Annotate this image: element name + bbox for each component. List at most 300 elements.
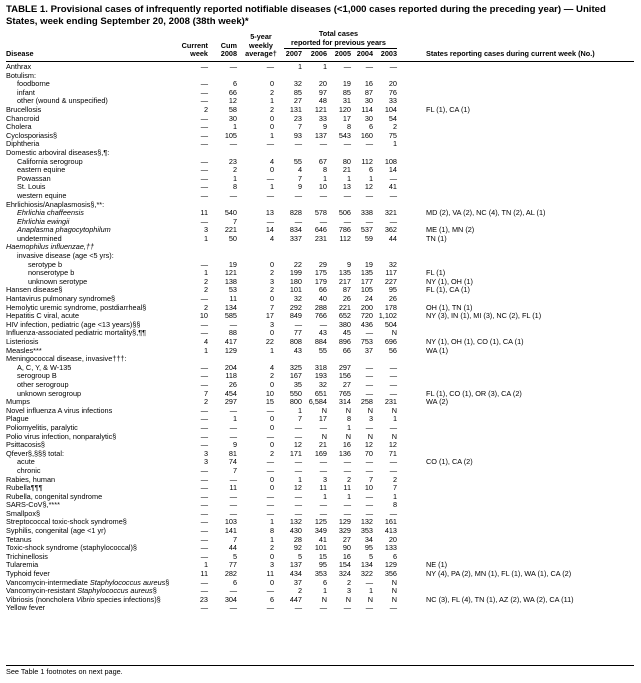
total-2005-cell: 154 xyxy=(338,560,351,570)
total-2005-cell: — xyxy=(343,457,351,467)
weekly-average-cell: 1 xyxy=(269,345,274,355)
cum-2008-cell: 6 xyxy=(232,79,237,89)
cum-2008-cell: 6 xyxy=(232,577,237,587)
total-2005-cell: N xyxy=(345,405,351,415)
cum-2008-cell: 297 xyxy=(224,397,237,407)
header-cum-1: Cum xyxy=(220,40,237,50)
disease-name: Haemophilus influenzae,†† xyxy=(6,242,95,252)
current-week-cell: — xyxy=(200,414,208,424)
disease-name: Vancomycin-intermediate Staphylococcus aureus§ xyxy=(6,577,170,587)
total-2007-cell: 800 xyxy=(289,397,302,407)
disease-name: Yellow fever xyxy=(6,603,46,613)
total-2006-cell: 33 xyxy=(318,113,327,123)
total-2005-cell: 112 xyxy=(339,233,351,243)
total-2003-cell: 41 xyxy=(388,182,397,192)
weekly-average-cell: 3 xyxy=(269,560,274,570)
disease-name: unknown serogroup xyxy=(17,388,82,398)
total-2006-cell: 95 xyxy=(318,560,327,570)
total-2004-cell: 59 xyxy=(364,233,373,243)
header-2007: 2007 xyxy=(285,49,302,59)
total-2006-cell: 169 xyxy=(314,448,327,458)
disease-name: Ehrlichia chaffeensis xyxy=(17,208,84,218)
total-2006-cell: 3 xyxy=(322,474,327,484)
disease-name: Listeriosis xyxy=(6,337,39,346)
total-2007-cell: 1 xyxy=(297,62,302,71)
total-2005-cell: — xyxy=(343,62,351,71)
total-2007-cell: 180 xyxy=(289,276,302,286)
total-2007-cell: 1 xyxy=(297,405,302,415)
weekly-average-cell: 0 xyxy=(269,551,274,561)
cum-2008-cell: 8 xyxy=(232,182,237,192)
disease-name: Typhoid fever xyxy=(6,569,50,579)
weekly-average-cell: 4 xyxy=(269,233,274,243)
total-2003-cell: 32 xyxy=(388,259,397,269)
disease-name: Mumps xyxy=(6,397,30,407)
disease-name: Qfever§,§§§ total: xyxy=(6,448,65,458)
total-2006-cell: 48 xyxy=(318,96,327,106)
disease-name: Novel influenza A virus infections xyxy=(6,405,113,415)
total-2005-cell: 90 xyxy=(342,543,351,553)
disease-name: Ehrlichiosis/Anaplasmosis§,**: xyxy=(6,199,105,209)
current-week-cell: — xyxy=(200,371,208,381)
total-2006-cell: 15 xyxy=(318,551,327,561)
total-2006-cell: N xyxy=(321,431,327,441)
total-2005-cell: 136 xyxy=(338,448,351,458)
current-week-cell: — xyxy=(200,87,208,97)
total-2003-cell: N xyxy=(391,405,397,415)
header-rule xyxy=(6,61,634,62)
current-week-cell: — xyxy=(200,491,208,501)
total-2005-cell: — xyxy=(343,603,351,613)
total-2005-cell: 87 xyxy=(342,285,351,295)
total-2007-cell: 171 xyxy=(289,448,302,458)
total-2003-cell: 76 xyxy=(388,87,397,97)
disease-name: eastern equine xyxy=(17,165,66,175)
total-2004-cell: — xyxy=(365,422,373,432)
current-week-cell: — xyxy=(200,465,208,475)
current-week-cell: — xyxy=(200,113,208,123)
total-2004-cell: — xyxy=(365,500,373,510)
total-2006-cell: — xyxy=(319,508,327,518)
total-2005-cell: 652 xyxy=(338,311,351,321)
total-2004-cell: 353 xyxy=(360,526,373,536)
total-2006-cell: 55 xyxy=(318,345,327,355)
total-2004-cell: 19 xyxy=(364,259,373,269)
disease-name: nonserotype b xyxy=(28,268,75,278)
total-2004-cell: N xyxy=(367,594,373,604)
disease-name: Anaplasma phagocytophilum xyxy=(17,225,111,235)
total-2004-cell: 12 xyxy=(364,440,373,450)
weekly-average-cell: 0 xyxy=(269,79,274,89)
current-week-cell: — xyxy=(200,422,208,432)
total-2005-cell: 2 xyxy=(346,474,351,484)
total-2007-cell: 4 xyxy=(297,165,302,175)
total-2003-cell: 356 xyxy=(384,569,397,579)
disease-name: Trichinellosis xyxy=(6,551,48,561)
weekly-average-cell: 2 xyxy=(269,104,274,114)
total-2006-cell: 6 xyxy=(322,577,327,587)
header-total-1: Total cases xyxy=(318,29,359,38)
total-2005-cell: — xyxy=(343,500,351,510)
total-2003-cell: 2 xyxy=(392,122,397,132)
states-reporting-cell: NY (1), OH (1), CO (1), CA (1) xyxy=(426,337,524,346)
total-2005-cell: 135 xyxy=(338,268,351,278)
total-2003-cell: 129 xyxy=(384,560,397,570)
total-2007-cell: 22 xyxy=(293,259,302,269)
table-row xyxy=(0,115,641,124)
cum-2008-cell: — xyxy=(229,586,237,596)
weekly-average-cell: 0 xyxy=(269,122,274,132)
total-2006-cell: N xyxy=(321,594,327,604)
total-2004-cell: — xyxy=(365,388,373,398)
total-2006-cell: 125 xyxy=(314,517,327,527)
header-2003: 2003 xyxy=(380,49,397,59)
disease-name: Poliomyelitis, paralytic xyxy=(6,422,78,432)
current-week-cell: — xyxy=(200,294,208,304)
total-2006-cell: 1 xyxy=(322,586,327,596)
disease-name: Tularemia xyxy=(6,560,39,570)
current-week-cell: — xyxy=(200,500,208,510)
cum-2008-cell: 81 xyxy=(228,448,237,458)
current-week-cell: — xyxy=(200,379,208,389)
cum-2008-cell: 304 xyxy=(224,594,237,604)
total-2003-cell: 71 xyxy=(388,448,397,458)
total-2004-cell: 87 xyxy=(364,87,373,97)
weekly-average-cell: 2 xyxy=(269,285,274,295)
total-2006-cell: 10 xyxy=(318,182,327,192)
current-week-cell: — xyxy=(200,156,208,166)
total-2005-cell: 314 xyxy=(338,397,351,407)
total-2006-cell: 29 xyxy=(318,259,327,269)
cum-2008-cell: 11 xyxy=(229,294,237,304)
total-2005-cell: 9 xyxy=(346,259,351,269)
disease-name: Syphilis, congenital (age <1 yr) xyxy=(6,526,106,536)
total-2005-cell: 506 xyxy=(338,208,351,218)
cum-2008-cell: 138 xyxy=(224,276,237,286)
total-2005-cell: 27 xyxy=(342,379,351,389)
total-2004-cell: — xyxy=(365,465,373,475)
total-2003-cell: 161 xyxy=(384,517,397,527)
weekly-average-cell: 0 xyxy=(269,422,274,432)
cum-2008-cell: 74 xyxy=(228,457,237,467)
header-total-2: reported for previous years xyxy=(291,37,386,47)
cum-2008-cell: 1 xyxy=(232,414,237,424)
total-2003-cell: 1 xyxy=(392,414,397,424)
total-2005-cell: — xyxy=(343,508,351,518)
cum-2008-cell: 134 xyxy=(224,302,237,312)
current-week-cell: — xyxy=(200,130,208,140)
weekly-average-cell: 1 xyxy=(269,534,274,544)
weekly-average-cell: 1 xyxy=(269,182,274,192)
total-2006-cell: 17 xyxy=(318,414,327,424)
total-2006-cell: 9 xyxy=(322,122,327,132)
weekly-average-cell: 0 xyxy=(269,483,274,493)
total-2003-cell: 7 xyxy=(392,483,397,493)
cum-2008-cell: — xyxy=(229,319,237,329)
total-2006-cell: — xyxy=(319,319,327,329)
total-2005-cell: 217 xyxy=(338,276,351,286)
total-2004-cell: 322 xyxy=(360,569,373,579)
total-2003-cell: 75 xyxy=(388,130,397,140)
current-week-cell: — xyxy=(200,474,208,484)
cum-2008-cell: — xyxy=(229,603,237,613)
states-reporting-cell: ME (1), MN (2) xyxy=(426,225,475,235)
total-2005-cell: 3 xyxy=(346,586,351,596)
table-body xyxy=(0,63,641,613)
disease-name: acute xyxy=(17,457,35,467)
total-2006-cell: 1 xyxy=(322,173,327,183)
total-2007-cell: 101 xyxy=(289,285,302,295)
total-2006-cell: 121 xyxy=(314,104,327,114)
total-2007-cell: 7 xyxy=(297,414,302,424)
cum-2008-cell: 77 xyxy=(228,560,237,570)
cum-2008-cell: 23 xyxy=(228,156,237,166)
cum-2008-cell: 50 xyxy=(228,233,237,243)
total-2004-cell: — xyxy=(365,62,373,71)
disease-name: serogroup B xyxy=(17,371,57,381)
current-week-cell: 23 xyxy=(199,594,208,604)
weekly-average-cell: 3 xyxy=(269,319,274,329)
total-2004-cell: 720 xyxy=(360,311,373,321)
total-2005-cell: 8 xyxy=(346,122,351,132)
total-2007-cell: 77 xyxy=(293,328,302,338)
total-2007-cell: 167 xyxy=(289,371,302,381)
disease-name: Diphtheria xyxy=(6,139,40,149)
cum-2008-cell: 417 xyxy=(224,337,237,346)
current-week-cell: — xyxy=(200,122,208,132)
total-2005-cell: 329 xyxy=(338,526,351,536)
states-reporting-cell: FL (1), CO (1), OR (3), CA (2) xyxy=(426,388,522,398)
total-2003-cell: 8 xyxy=(392,500,397,510)
total-2004-cell: — xyxy=(365,508,373,518)
total-2007-cell: 55 xyxy=(293,156,302,166)
total-2004-cell: 105 xyxy=(360,285,373,295)
total-2003-cell: — xyxy=(389,62,397,71)
current-week-cell: — xyxy=(200,165,208,175)
total-2007-cell: — xyxy=(294,422,302,432)
weekly-average-cell: 17 xyxy=(265,311,274,321)
current-week-cell: 3 xyxy=(203,225,208,235)
total-2003-cell: 227 xyxy=(384,276,397,286)
disease-name: Hemolytic uremic syndrome, postdiarrheal§ xyxy=(6,302,147,312)
total-2003-cell: — xyxy=(389,362,397,372)
current-week-cell: 2 xyxy=(203,276,208,286)
current-week-cell: — xyxy=(200,586,208,596)
total-2007-cell: 808 xyxy=(289,337,302,346)
current-week-cell: — xyxy=(200,405,208,415)
total-2007-cell: 9 xyxy=(297,182,302,192)
total-2006-cell: 97 xyxy=(318,87,327,97)
total-2006-cell: — xyxy=(319,190,327,200)
cum-2008-cell: 204 xyxy=(224,362,237,372)
total-2003-cell: 14 xyxy=(388,165,397,175)
total-2004-cell: — xyxy=(365,216,373,226)
total-2007-cell: — xyxy=(294,139,302,149)
total-2006-cell: 67 xyxy=(318,156,327,166)
total-2006-cell: — xyxy=(319,422,327,432)
current-week-cell: — xyxy=(200,517,208,527)
disease-name: SARS-CoV§,**** xyxy=(6,500,60,510)
disease-name: unknown serotype xyxy=(28,276,88,286)
total-2007-cell: — xyxy=(294,190,302,200)
states-reporting-cell: WA (2) xyxy=(426,397,449,407)
cum-2008-cell: 282 xyxy=(224,569,237,579)
total-2007-cell: — xyxy=(294,603,302,613)
states-reporting-cell: NY (3), IN (1), MI (3), NC (2), FL (1) xyxy=(426,311,542,321)
cum-2008-cell: 53 xyxy=(228,285,237,295)
total-2004-cell: 132 xyxy=(360,517,373,527)
cum-2008-cell: — xyxy=(229,491,237,501)
total-2003-cell: N xyxy=(391,431,397,441)
total-2004-cell: 5 xyxy=(368,551,373,561)
total-2007-cell: 85 xyxy=(293,87,302,97)
cum-2008-cell: 5 xyxy=(232,551,237,561)
weekly-average-cell: — xyxy=(266,62,274,71)
total-2005-cell: 120 xyxy=(338,104,351,114)
total-2004-cell: — xyxy=(365,362,373,372)
current-week-cell: — xyxy=(200,216,208,226)
total-2005-cell: 896 xyxy=(338,337,351,346)
total-2007-cell: — xyxy=(294,465,302,475)
total-2004-cell: 135 xyxy=(360,268,373,278)
total-2007-cell: 131 xyxy=(289,104,302,114)
total-2006-cell: 231 xyxy=(314,233,327,243)
cum-2008-cell: 66 xyxy=(228,87,237,97)
total-2005-cell: 27 xyxy=(342,534,351,544)
weekly-average-cell: 2 xyxy=(269,87,274,97)
weekly-average-cell: — xyxy=(266,500,274,510)
weekly-average-cell: 0 xyxy=(269,259,274,269)
disease-name: Smallpox§ xyxy=(6,508,41,518)
total-2004-cell: 34 xyxy=(364,534,373,544)
cum-2008-cell: 11 xyxy=(229,483,237,493)
disease-name: chronic xyxy=(17,465,41,475)
table-bottom-rule xyxy=(6,665,634,666)
total-2004-cell: 114 xyxy=(361,104,373,114)
total-2004-cell: — xyxy=(365,328,373,338)
states-reporting-cell: OH (1), TN (1) xyxy=(426,302,473,312)
table-title: TABLE 1. Provisional cases of infrequently reported notifiable diseases (<1,000 cases reported during the preceding year) — United States, week ending September 20, 2008 (38th week)* xyxy=(6,4,606,27)
disease-name: Streptococcal toxic-shock syndrome§ xyxy=(6,517,127,527)
total-2006-cell: 646 xyxy=(314,225,327,235)
header-current-2: week xyxy=(190,49,208,59)
states-reporting-cell: FL (1) xyxy=(426,268,446,278)
total-2003-cell: — xyxy=(389,457,397,467)
table-row xyxy=(0,63,641,72)
total-2007-cell: 43 xyxy=(293,345,302,355)
total-2006-cell: 21 xyxy=(318,440,327,450)
total-2006-cell: — xyxy=(319,465,327,475)
disease-name: Tetanus xyxy=(6,534,32,544)
total-2005-cell: 11 xyxy=(343,483,351,493)
table-row xyxy=(0,604,641,613)
total-2007-cell: 137 xyxy=(289,560,302,570)
total-2003-cell: 56 xyxy=(388,345,397,355)
total-2007-cell: — xyxy=(294,457,302,467)
table-row xyxy=(0,467,641,476)
total-2003-cell: 12 xyxy=(388,440,397,450)
header-avg-1: 5-year xyxy=(250,32,272,41)
total-2006-cell: 66 xyxy=(318,285,327,295)
total-2006-cell: 137 xyxy=(314,130,327,140)
total-2005-cell: 221 xyxy=(338,302,351,312)
total-2004-cell: 753 xyxy=(360,337,373,346)
states-reporting-cell: WA (1) xyxy=(426,345,449,355)
total-2004-cell: 1 xyxy=(368,586,373,596)
disease-name: Chancroid xyxy=(6,113,40,123)
total-2006-cell: 1 xyxy=(322,62,327,71)
total-2004-cell: 7 xyxy=(368,474,373,484)
weekly-average-cell: 11 xyxy=(266,569,274,579)
total-2003-cell: 504 xyxy=(384,319,397,329)
cum-2008-cell: 103 xyxy=(224,517,237,527)
total-2007-cell: 32 xyxy=(293,294,302,304)
cum-2008-cell: — xyxy=(229,508,237,518)
states-reporting-cell: FL (1), CA (1) xyxy=(426,104,470,114)
disease-name: Cyclosporiasis§ xyxy=(6,130,58,140)
total-2004-cell: 37 xyxy=(364,345,373,355)
cum-2008-cell: 30 xyxy=(228,113,237,123)
current-week-cell: 4 xyxy=(203,337,208,346)
cum-2008-cell: 7 xyxy=(232,216,237,226)
cum-2008-cell: 454 xyxy=(224,388,237,398)
disease-name: Brucellosis xyxy=(6,104,42,114)
total-2007-cell: 430 xyxy=(289,526,302,536)
cum-2008-cell: — xyxy=(229,422,237,432)
disease-name: Anthrax xyxy=(6,62,32,71)
total-2005-cell: 1 xyxy=(346,422,351,432)
states-reporting-cell: CO (1), CA (2) xyxy=(426,457,473,467)
weekly-average-cell: 3 xyxy=(269,276,274,286)
weekly-average-cell: 0 xyxy=(269,474,274,484)
total-2007-cell: 12 xyxy=(293,440,302,450)
disease-name: other serogroup xyxy=(17,379,69,389)
total-2005-cell: 2 xyxy=(346,577,351,587)
total-2007-cell: 23 xyxy=(293,113,302,123)
weekly-average-cell: — xyxy=(266,173,274,183)
total-2004-cell: 177 xyxy=(360,276,373,286)
cum-2008-cell: — xyxy=(229,500,237,510)
total-2003-cell: 26 xyxy=(388,294,397,304)
header-2005: 2005 xyxy=(334,49,351,59)
weekly-average-cell: — xyxy=(266,491,274,501)
current-week-cell: — xyxy=(200,328,208,338)
weekly-average-cell: 1 xyxy=(269,517,274,527)
total-2005-cell: 19 xyxy=(342,79,351,89)
disease-name: Plague xyxy=(6,414,29,424)
total-2003-cell: — xyxy=(389,603,397,613)
total-2003-cell: 178 xyxy=(384,302,397,312)
total-2003-cell: 117 xyxy=(385,268,397,278)
disease-name: Influenza-associated pediatric mortality§,¶¶ xyxy=(6,328,147,338)
current-week-cell: — xyxy=(200,62,208,71)
total-2005-cell: — xyxy=(343,465,351,475)
current-week-cell: 1 xyxy=(203,345,208,355)
total-2003-cell: 95 xyxy=(388,285,397,295)
total-2003-cell: 44 xyxy=(388,233,397,243)
total-2003-cell: — xyxy=(389,379,397,389)
total-2006-cell: 32 xyxy=(318,379,327,389)
header-current-1: Current xyxy=(181,40,208,50)
total-2007-cell: 27 xyxy=(293,96,302,106)
header-2006: 2006 xyxy=(310,49,327,59)
total-2005-cell: 156 xyxy=(338,371,351,381)
total-2005-cell: 543 xyxy=(338,130,351,140)
cum-2008-cell: 88 xyxy=(228,328,237,338)
total-2007-cell: 834 xyxy=(289,225,302,235)
total-2007-cell: 35 xyxy=(293,379,302,389)
total-2005-cell: 8 xyxy=(346,414,351,424)
